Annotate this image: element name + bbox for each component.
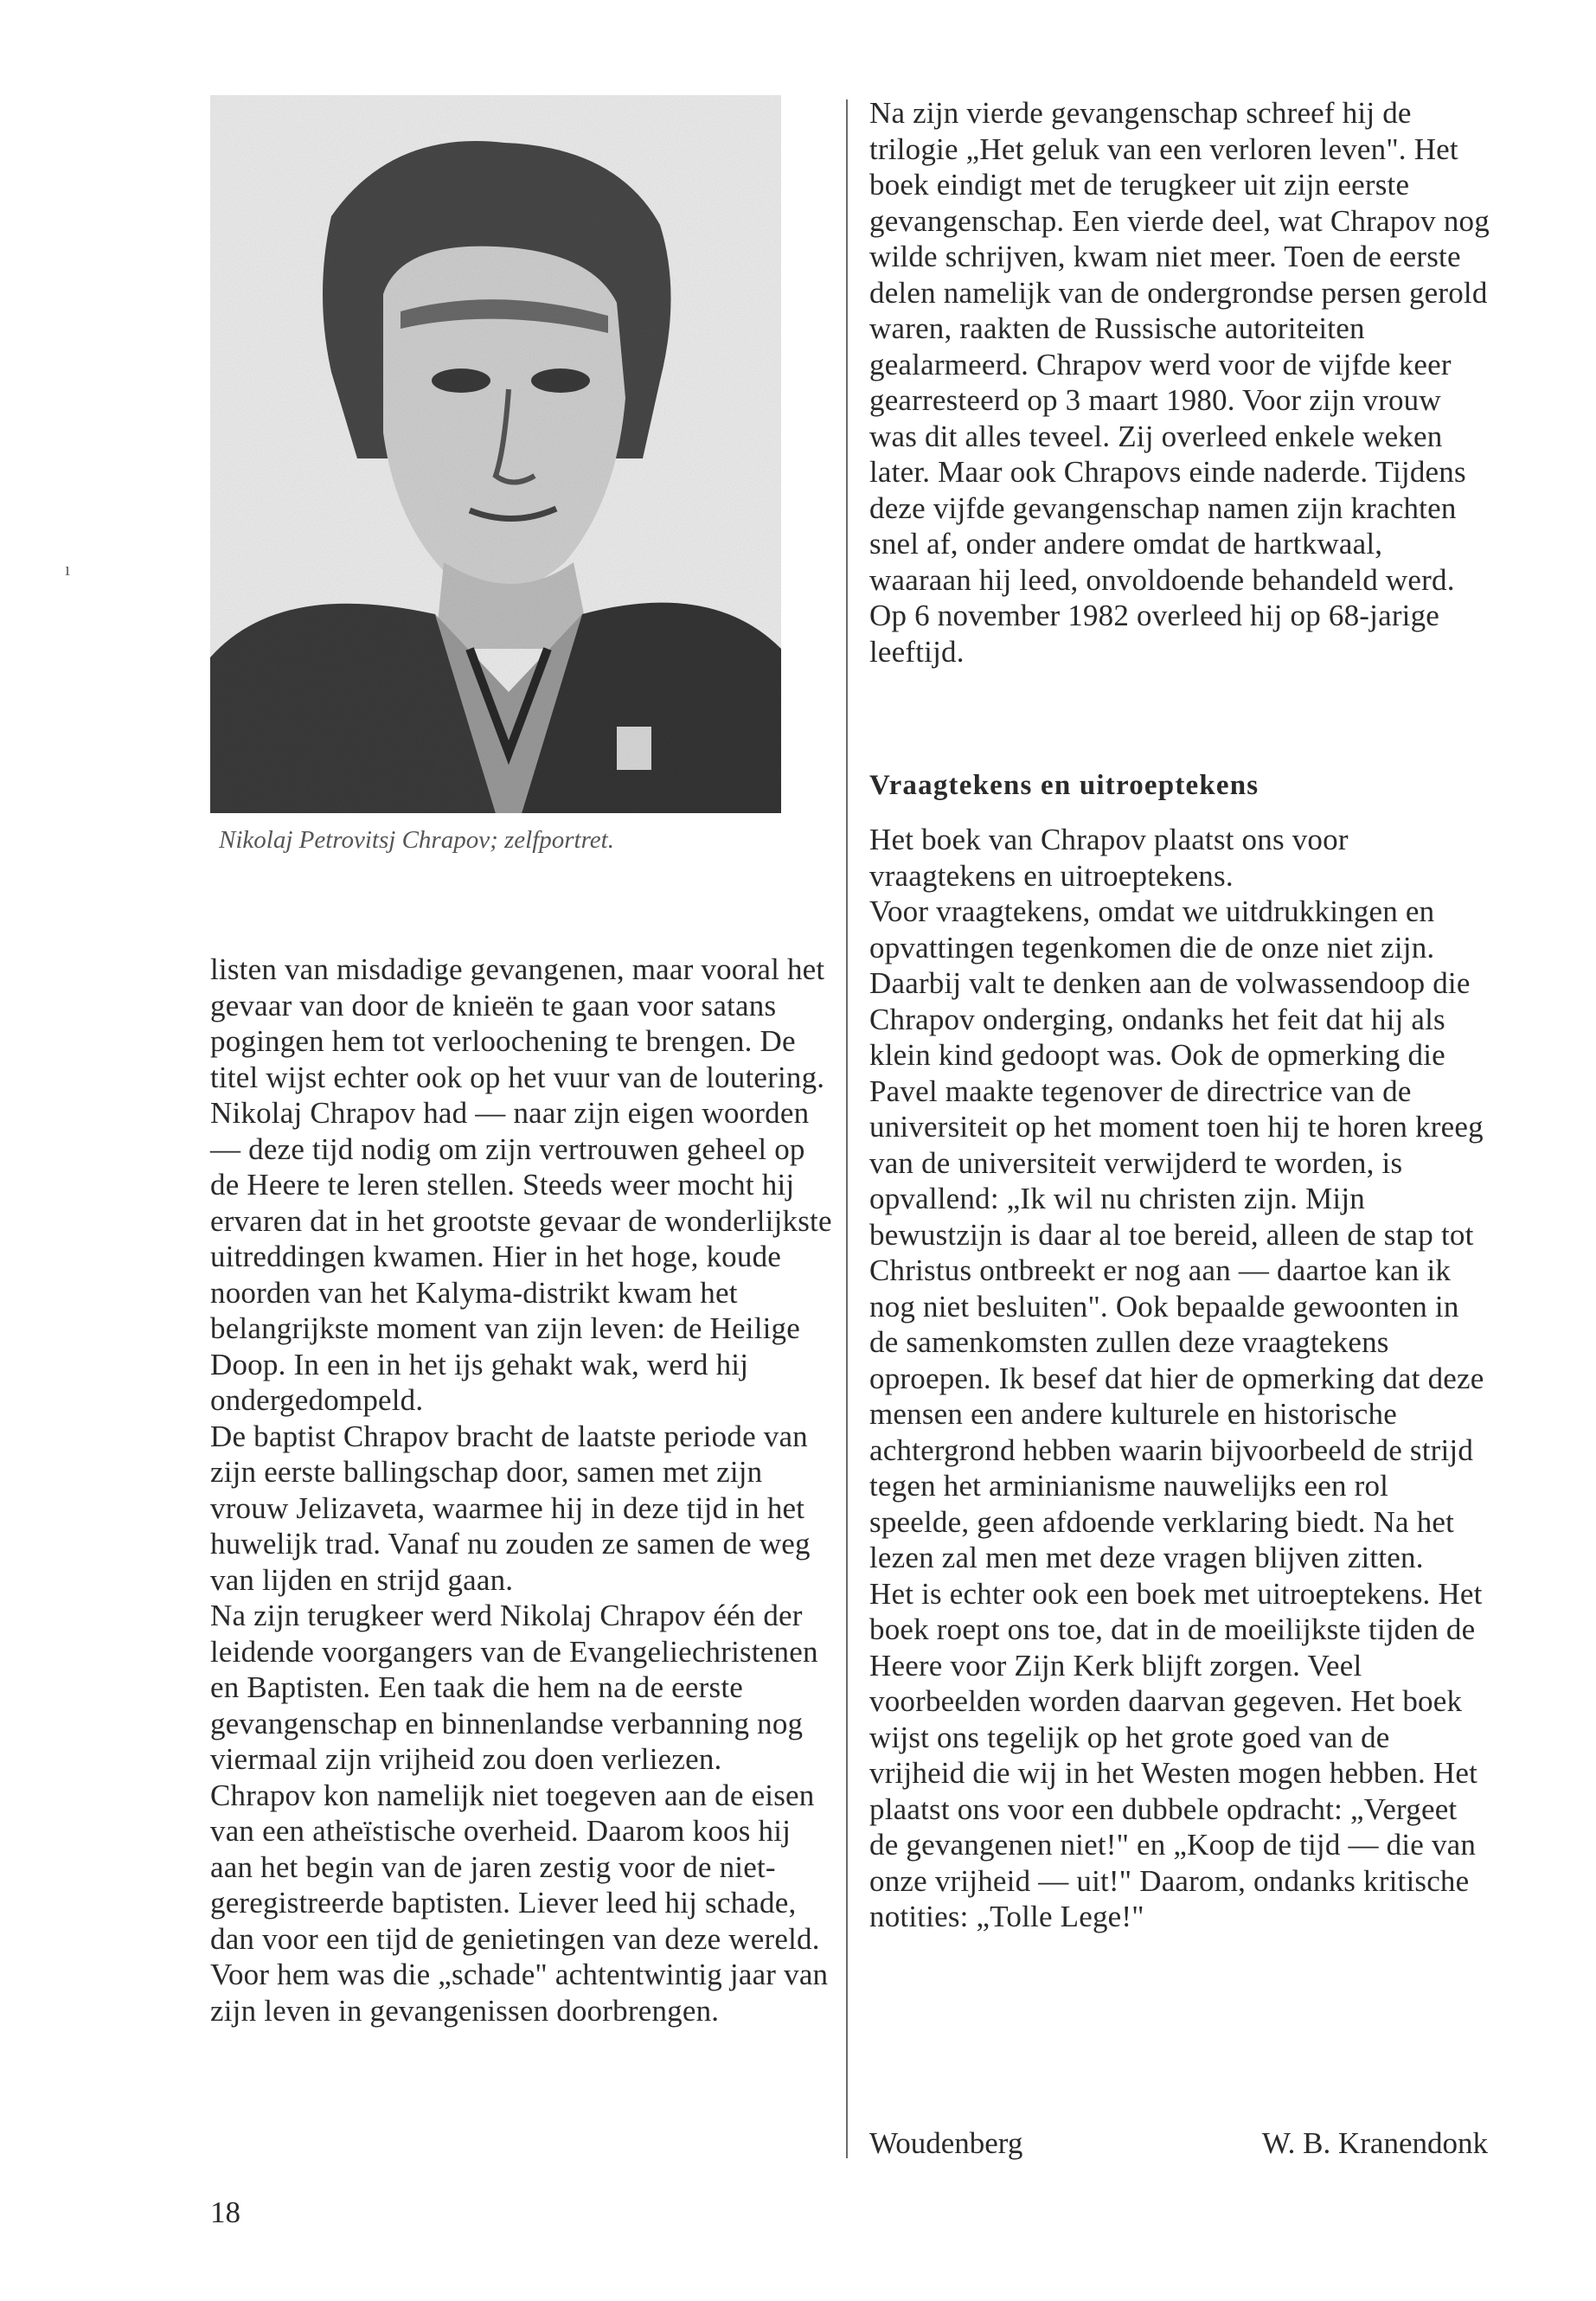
portrait-drawing bbox=[210, 95, 781, 813]
signoff bbox=[869, 2126, 1488, 2161]
right-paragraph-1: Het boek van Chrapov plaatst ons voor vraagtekens en uitroeptekens. bbox=[869, 823, 1349, 893]
column-divider bbox=[846, 99, 848, 2158]
page-number: 18 bbox=[210, 2195, 240, 2229]
left-paragraph-1: listen van misdadige gevangenen, maar vooral het gevaar van door de knieën te gaan voor satans pogingen hem tot verloochening te brengen. De titel wijst echter ook op het vuur van de loutering. Nikolaj Chrapov had — naar zijn eigen woorden — deze tijd nodig om zijn vertrouwen geheel op de Heere te leren stellen. Steeds weer mocht hij ervaren dat in het grootste gevaar de wonderlijkste uitreddingen kwamen. Hier in het hoge, koude noorden van het Kalyma-distrikt kwam het belangrijkste moment van zijn leven: de Heilige Doop. In een in het ijs gehakt wak, werd hij ondergedompeld. bbox=[210, 952, 832, 1417]
signoff-place: Woudenberg bbox=[869, 2126, 1023, 2160]
right-body-text bbox=[869, 822, 1492, 1935]
right-paragraph-3: Het is echter ook een boek met uitroeptekens. Het boek roept ons toe, dat in de moeilijkste tijden de Heere voor Zijn Kerk blijft zorgen. Veel voorbeelden worden daarvan gegeven. Het boek wijst ons tegelijk op het grote goed van de vrijheid die wij in het Westen mogen hebben. Het plaatst ons voor een dubbele opdracht: „Vergeet de gevangenen niet!" en „Koop de tijd — die van onze vrijheid — uit!" Daarom, ondanks kritische notities: „Tolle Lege!" bbox=[869, 1576, 1483, 1933]
right-paragraph-2: Voor vraagtekens, omdat we uitdrukkingen en opvattingen tegenkomen die de onze niet zijn. Daarbij valt te denken aan de volwassendoop die Chrapov onderging, ondanks het feit dat hij als klein kind gedoopt was. Ook de opmerking die Pavel maakte tegenover de directrice van de universiteit op het moment toen hij te horen kreeg van de universiteit verwijderd te worden, is opvallend: „Ik wil nu christen zijn. Mijn bewustzijn is daar al toe bereid, alleen de stap tot Christus ontbreekt er nog aan — daartoe kan ik nog niet besluiten". Ook bepaalde gewoonten in de samenkomsten zullen deze vraagtekens oproepen. Ik besef dat hier de opmerking dat deze mensen een andere kulturele en historische achtergrond hebben waarin bijvoorbeeld de strijd tegen het arminianisme nauwelijks een rol speelde, geen afdoende verklaring biedt. Na het lezen zal men met deze vragen blijven zitten. bbox=[869, 894, 1484, 1574]
portrait-caption: Nikolaj Petrovitsj Chrapov; zelfportret. bbox=[219, 826, 614, 854]
portrait-image bbox=[210, 95, 781, 813]
left-body-text bbox=[210, 952, 833, 2029]
left-paragraph-2: De baptist Chrapov bracht de laatste periode van zijn eerste ballingschap door, samen met zijn vrouw Jelizaveta, waarmee hij in deze tijd in het huwelijk trad. Vanaf nu zouden ze samen de weg van lijden en strijd gaan. bbox=[210, 1419, 811, 1597]
stray-mark: ı bbox=[65, 558, 71, 580]
right-top-paragraph: Na zijn vierde gevangenschap schreef hij de trilogie „Het geluk van een verloren leven". Het boek eindigt met de terugkeer uit zijn eerste gevangenschap. Een vierde deel, wat Chrapov nog wilde schrijven, kwam niet meer. Toen de eerste delen namelijk van de ondergrondse persen gerold waren, raakten de Russische autoriteiten gealarmeerd. Chrapov werd voor de vijfde keer gearresteerd op 3 maart 1980. Voor zijn vrouw was dit alles teveel. Zij overleed enkele weken later. Maar ook Chrapovs einde naderde. Tijdens deze vijfde gevangenschap namen zijn krachten snel af, onder andere omdat de hartkwaal, waaraan hij leed, onvoldoende behandeld werd. Op 6 november 1982 overleed hij op 68-jarige leeftijd. bbox=[869, 96, 1490, 669]
left-paragraph-3: Na zijn terugkeer werd Nikolaj Chrapov één der leidende voorgangers van de Evangeliechristenen en Baptisten. Een taak die hem na de eerste gevangenschap en binnenlandse verbanning nog viermaal zijn vrijheid zou doen verliezen. Chrapov kon namelijk niet toegeven aan de eisen van een atheïstische overheid. Daarom koos hij aan het begin van de jaren zestig voor de niet-geregistreerde baptisten. Liever leed hij schade, dan voor een tijd de genietingen van deze wereld. Voor hem was die „schade" achtentwintig jaar van zijn leven in gevangenissen doorbrengen. bbox=[210, 1599, 829, 2028]
section-heading: Vraagtekens en uitroeptekens bbox=[869, 770, 1259, 801]
signoff-author: W. B. Kranendonk bbox=[1261, 2126, 1488, 2160]
